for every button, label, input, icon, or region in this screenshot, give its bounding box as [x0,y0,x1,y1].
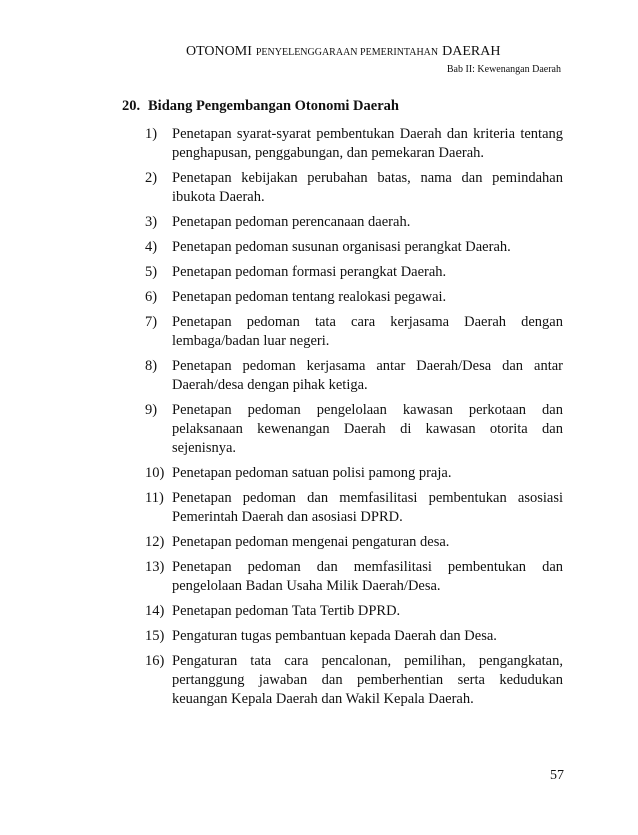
list-item [145,288,563,307]
list-item [145,464,563,483]
list-item-text: Penetapan pedoman dan memfasilitasi pembentukan asosiasi Pemerintah Daerah dan asosiasi DPRD. [172,490,563,525]
list-item [145,558,563,596]
list-item-text: Penetapan pedoman formasi perangkat Daerah. [172,264,447,280]
list-item-text: Pengaturan tugas pembantuan kepada Daerah dan Desa. [172,628,497,644]
list-item-number: 5) [145,264,158,280]
section-heading [122,97,399,115]
list-item [145,357,563,395]
page-number: 57 [550,768,564,783]
list-item-text: Penetapan pedoman tentang realokasi pegawai. [172,289,447,305]
list-item-number: 15) [145,628,165,644]
list-item [145,627,563,646]
header-word-daerah: DAERAH [442,44,501,59]
list-item-number: 14) [145,603,165,619]
list-item-text: Penetapan pedoman satuan polisi pamong praja. [172,465,452,481]
list-item-number: 8) [145,358,158,374]
list-item-text: Penetapan syarat-syarat pembentukan Daerah dan kriteria tentang penghapusan, penggabungan, dan pemekaran Daerah. [172,126,563,161]
list-item [145,125,563,163]
list-item-number: 2) [145,170,158,186]
list-item-number: 12) [145,534,165,550]
list-item-number: 9) [145,402,158,418]
list-item-text: Penetapan pedoman kerjasama antar Daerah/Desa dan antar Daerah/desa dengan pihak ketiga. [172,358,563,393]
running-header-title [186,43,500,61]
list-item-number: 13) [145,559,165,575]
list-item-text: Penetapan pedoman Tata Tertib DPRD. [172,603,401,619]
list-item [145,238,563,257]
list-item [145,313,563,351]
section-number: 20. [122,98,141,114]
list-item-text: Penetapan pedoman susunan organisasi perangkat Daerah. [172,239,511,255]
list-item [145,169,563,207]
list-item-number: 16) [145,653,165,669]
list-item-number: 4) [145,239,158,255]
running-header-chapter: Bab II: Kewenangan Daerah [446,64,561,75]
list-item-text: Pengaturan tata cara pencalonan, pemilihan, pengangkatan, pertanggung jawaban dan pemberhentian serta kedudukan keuangan Kepala Daerah dan Wakil Kepala Daerah. [172,653,563,707]
list-item-text: Penetapan pedoman pengelolaan kawasan perkotaan dan pelaksanaan kewenangan Daerah di kawasan otorita dan sejenisnya. [172,402,563,456]
list-item-number: 1) [145,126,158,142]
list-item [145,263,563,282]
list-item-text: Penetapan pedoman mengenai pengaturan desa. [172,534,450,550]
header-word-middle: PENYELENGGARAAN PEMERINTAHAN [255,47,439,58]
list-item [145,652,563,709]
list-item-text: Penetapan kebijakan perubahan batas, nama dan pemindahan ibukota Daerah. [172,170,563,205]
list-item-number: 10) [145,465,165,481]
list-item-number: 11) [145,490,164,506]
list-item [145,489,563,527]
item-list [145,125,563,715]
list-item-text: Penetapan pedoman tata cara kerjasama Daerah dengan lembaga/badan luar negeri. [172,314,563,349]
list-item [145,401,563,458]
list-item-text: Penetapan pedoman perencanaan daerah. [172,214,411,230]
list-item [145,213,563,232]
list-item-text: Penetapan pedoman dan memfasilitasi pembentukan dan pengelolaan Badan Usaha Milik Daerah/Desa. [172,559,563,594]
list-item-number: 6) [145,289,158,305]
list-item [145,602,563,621]
list-item [145,533,563,552]
header-word-otonomi: OTONOMI [186,44,252,59]
section-title: Bidang Pengembangan Otonomi Daerah [148,98,399,114]
list-item-number: 3) [145,214,158,230]
list-item-number: 7) [145,314,158,330]
